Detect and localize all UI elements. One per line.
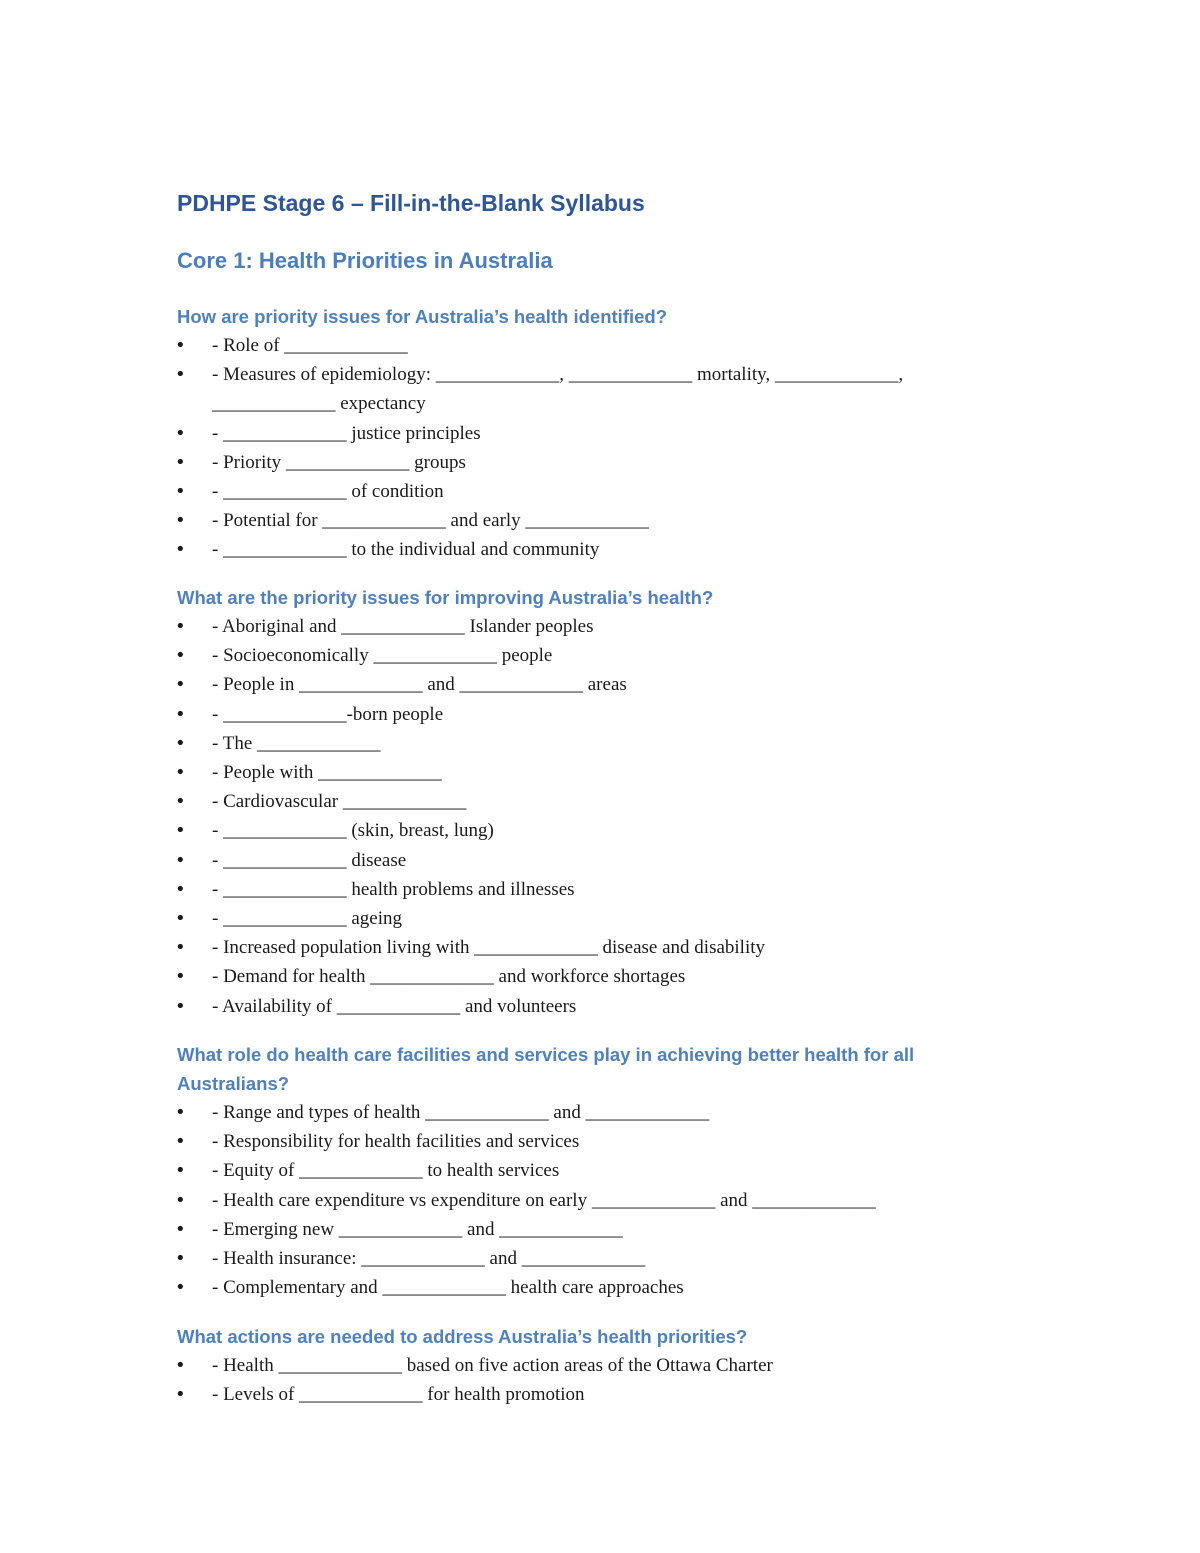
section-priority-issues — [177, 583, 1017, 1021]
list-item: • - Health _____________ based on five action areas of the Ottawa Charter — [177, 1351, 1017, 1380]
blank-list — [177, 1351, 1017, 1409]
list-item: • - _____________ (skin, breast, lung) — [177, 816, 1017, 845]
list-item: • - _____________ to the individual and community — [177, 535, 1017, 564]
blank-list — [177, 1098, 1017, 1302]
list-item: • - Health insurance: _____________ and _____________ — [177, 1244, 1017, 1273]
section-question: How are priority issues for Australia’s health identified? — [177, 306, 668, 327]
blank-list — [177, 331, 1017, 565]
section-question: What actions are needed to address Australia’s health priorities? — [177, 1326, 748, 1347]
section-identification — [177, 302, 1017, 565]
blank-list — [177, 612, 1017, 1021]
list-item: • - People with _____________ — [177, 758, 1017, 787]
list-item: • - _____________ justice principles — [177, 419, 1017, 448]
list-item: • - Equity of _____________ to health services — [177, 1156, 1017, 1185]
list-item: • - The _____________ — [177, 729, 1017, 758]
list-item: • - Emerging new _____________ and _____________ — [177, 1215, 1017, 1244]
list-item: • - Measures of epidemiology: _____________, _____________ mortality, _____________, _____________ expectancy — [177, 360, 1017, 418]
list-item: • - Levels of _____________ for health promotion — [177, 1380, 1017, 1409]
list-item: • - Complementary and _____________ health care approaches — [177, 1273, 1017, 1302]
section-question: What are the priority issues for improving Australia’s health? — [177, 587, 714, 608]
list-item: • - Cardiovascular _____________ — [177, 787, 1017, 816]
list-item: • - _____________ ageing — [177, 904, 1017, 933]
list-item: • - Availability of _____________ and volunteers — [177, 992, 1017, 1021]
core-heading: Core 1: Health Priorities in Australia — [177, 248, 553, 273]
list-item: • - Aboriginal and _____________ Islander peoples — [177, 612, 1017, 641]
list-item: • - Increased population living with _____________ disease and disability — [177, 933, 1017, 962]
list-item: • - People in _____________ and _____________ areas — [177, 670, 1017, 699]
list-item: • - Potential for _____________ and early _____________ — [177, 506, 1017, 535]
list-item: • - Priority _____________ groups — [177, 448, 1017, 477]
list-item: • - Demand for health _____________ and workforce shortages — [177, 962, 1017, 991]
list-item: • - _____________ health problems and illnesses — [177, 875, 1017, 904]
list-item: • - _____________ disease — [177, 846, 1017, 875]
section-actions-needed — [177, 1322, 1017, 1409]
section-question: What role do health care facilities and services play in achieving better health for all Australians? — [177, 1044, 915, 1094]
section-health-care-facilities — [177, 1040, 1017, 1302]
list-item: • - _____________-born people — [177, 700, 1017, 729]
list-item: • - _____________ of condition — [177, 477, 1017, 506]
list-item: • - Socioeconomically _____________ people — [177, 641, 1017, 670]
list-item: • - Range and types of health _____________ and _____________ — [177, 1098, 1017, 1127]
list-item: • - Responsibility for health facilities and services — [177, 1127, 1017, 1156]
document-title: PDHPE Stage 6 – Fill-in-the-Blank Syllabus — [177, 190, 645, 216]
list-item: • - Role of _____________ — [177, 331, 1017, 360]
list-item: • - Health care expenditure vs expenditure on early _____________ and _____________ — [177, 1186, 1017, 1215]
